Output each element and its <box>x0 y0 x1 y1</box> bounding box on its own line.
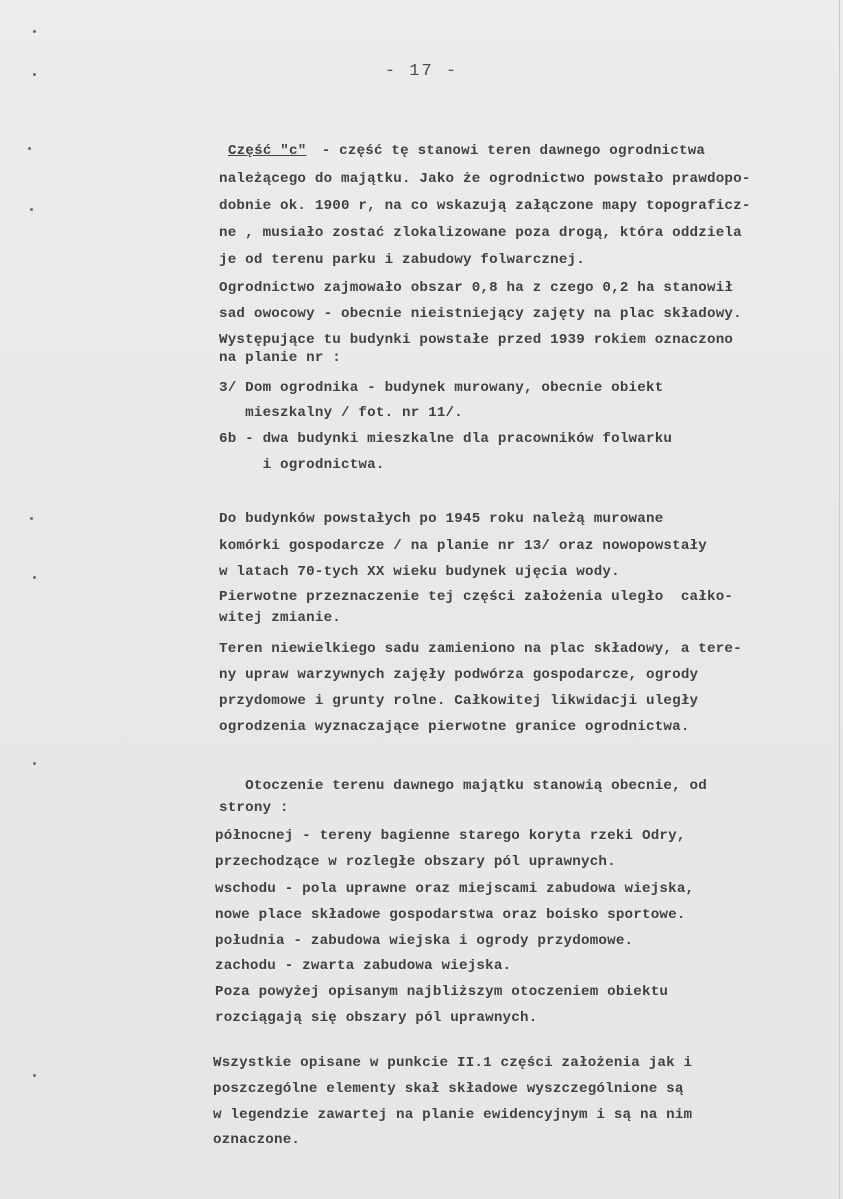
text-line: Do budynków powstałych po 1945 roku należą murowane <box>219 511 664 527</box>
text-line: dobnie ok. 1900 r, na co wskazują załączone mapy topograficz- <box>219 198 751 214</box>
text-line: rozciągają się obszary pól uprawnych. <box>215 1010 538 1026</box>
text-line: poszczególne elementy skał składowe wyszczególnione są <box>213 1081 684 1097</box>
scan-speck <box>28 147 31 150</box>
text-line: południa - zabudowa wiejska i ogrody przydomowe. <box>215 933 634 949</box>
scan-edge-line <box>839 0 840 1199</box>
scan-speck <box>33 576 36 579</box>
scan-speck <box>30 208 33 211</box>
text-line: 3/ Dom ogrodnika - budynek murowany, obecnie obiekt <box>219 380 664 396</box>
text-line: komórki gospodarcze / na planie nr 13/ oraz nowopowstały <box>219 538 707 554</box>
text-line: mieszkalny / fot. nr 11/. <box>219 405 463 421</box>
text-line: ne , musiało zostać zlokalizowane poza drogą, która oddziela <box>219 225 742 241</box>
text-line: oznaczone. <box>213 1132 301 1148</box>
text-line: Otoczenie terenu dawnego majątku stanowią obecnie, od <box>219 778 707 794</box>
text-line: Poza powyżej opisanym najbliższym otoczeniem obiektu <box>215 984 669 1000</box>
page-number: - 17 - <box>384 62 459 81</box>
text-line: na planie nr : <box>219 350 341 366</box>
text-line: ogrodzenia wyznaczające pierwotne granice ogrodnictwa. <box>219 719 690 735</box>
scan-speck <box>33 762 36 765</box>
scan-speck <box>30 517 33 520</box>
text-line: Wszystkie opisane w punkcie II.1 części założenia jak i <box>213 1055 693 1071</box>
scan-speck <box>33 30 36 33</box>
text-line: w latach 70-tych XX wieku budynek ujęcia wody. <box>219 564 620 580</box>
text-line: Występujące tu budynki powstałe przed 1939 rokiem oznaczono <box>219 332 734 348</box>
text-line: sad owocowy - obecnie nieistniejący zajęty na plac składowy. <box>219 306 742 322</box>
text-line: przydomowe i grunty rolne. Całkowitej likwidacji uległy <box>219 693 699 709</box>
text-line: Teren niewielkiego sadu zamieniono na plac składowy, a tere- <box>219 641 742 657</box>
text-line: ny upraw warzywnych zajęły podwórza gospodarcze, ogrody <box>219 667 699 683</box>
text-line: Ogrodnictwo zajmowało obszar 0,8 ha z czego 0,2 ha stanowił <box>219 280 734 296</box>
text-line: zachodu - zwarta zabudowa wiejska. <box>215 958 512 974</box>
text-line: w legendzie zawartej na planie ewidencyjnym i są na nim <box>213 1107 693 1123</box>
text-line: północnej - tereny bagienne starego koryta rzeki Odry, <box>215 828 686 844</box>
text-line: 6b - dwa budynki mieszkalne dla pracowników folwarku <box>219 431 673 447</box>
text-line: witej zmianie. <box>219 610 341 626</box>
text-line: strony : <box>219 800 289 816</box>
text-line: i ogrodnictwa. <box>219 457 385 473</box>
text-line: wschodu - pola uprawne oraz miejscami zabudowa wiejska, <box>215 881 695 897</box>
text-line: należącego do majątku. Jako że ogrodnictwo powstało prawdopo- <box>219 171 751 187</box>
text-line: przechodzące w rozległe obszary pól uprawnych. <box>215 854 616 870</box>
text-line: - część tę stanowi teren dawnego ogrodnictwa <box>313 143 706 159</box>
text-line: je od terenu parku i zabudowy folwarcznej. <box>219 252 585 268</box>
text-line: nowe place składowe gospodarstwa oraz boisko sportowe. <box>215 907 686 923</box>
scan-speck <box>33 1074 36 1077</box>
section-heading: Część "c" <box>228 143 307 159</box>
text-line: Pierwotne przeznaczenie tej części założenia uległo całko- <box>219 589 734 605</box>
